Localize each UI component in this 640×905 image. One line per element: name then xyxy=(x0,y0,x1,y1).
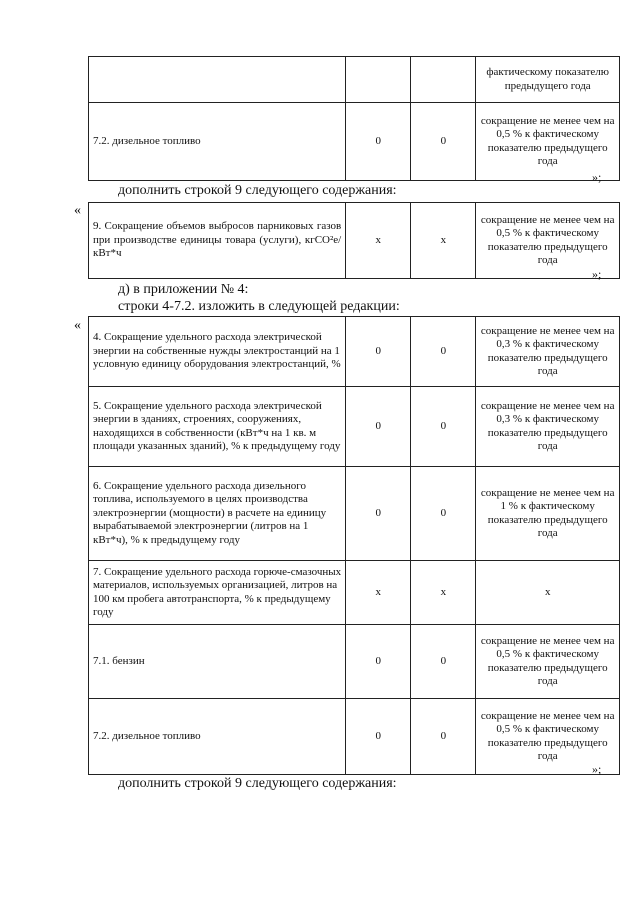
table-indicators-continued xyxy=(88,56,620,184)
value-cell xyxy=(346,57,411,103)
value-cell: 0 xyxy=(411,387,476,467)
target-cell: сокращение не менее чем на 0,5 % к фактическому показателю предыдущего года xyxy=(476,203,620,279)
target-cell: x xyxy=(476,561,620,625)
value-cell: 0 xyxy=(411,625,476,699)
value-cell: 0 xyxy=(346,317,411,387)
value-cell: 0 xyxy=(411,317,476,387)
value-cell: x xyxy=(346,203,411,279)
table-row xyxy=(89,317,620,387)
opening-quote: « xyxy=(74,318,81,333)
indicator-name-cell: 4. Сокращение удельного расхода электрической энергии на собственные нужды электростанций на 1 условную единицу оборудования электростанций, % xyxy=(89,317,346,387)
instruction-text: дополнить строкой 9 следующего содержания: xyxy=(118,776,397,791)
target-cell: сокращение не менее чем на 1 % к фактическому показателю предыдущего года xyxy=(476,467,620,561)
indicator-name-cell: 7. Сокращение удельного расхода горюче-смазочных материалов, используемых организацией, литров на 100 км пробега автотранспорта, % к предыдущему году xyxy=(89,561,346,625)
value-cell: 0 xyxy=(346,625,411,699)
table-row xyxy=(89,387,620,467)
table-row-9 xyxy=(88,202,620,279)
table-row xyxy=(89,467,620,561)
value-cell: 0 xyxy=(346,699,411,775)
value-cell: 0 xyxy=(411,103,476,181)
target-cell: сокращение не менее чем на 0,3 % к фактическому показателю предыдущего года xyxy=(476,387,620,467)
value-cell: x xyxy=(411,561,476,625)
instruction-text: строки 4-7.2. изложить в следующей редакции: xyxy=(118,299,400,314)
table-row xyxy=(89,103,620,181)
value-cell: 0 xyxy=(411,467,476,561)
target-cell: сокращение не менее чем на 0,3 % к фактическому показателю предыдущего года xyxy=(476,317,620,387)
value-cell: x xyxy=(411,203,476,279)
closing-quote: »; xyxy=(592,267,602,281)
indicator-name-cell: 7.1. бензин xyxy=(89,625,346,699)
closing-quote: »; xyxy=(592,170,602,184)
table-row xyxy=(89,699,620,775)
value-cell: 0 xyxy=(346,103,411,181)
target-cell: фактическому показателю предыдущего года xyxy=(476,57,620,103)
table-row xyxy=(89,625,620,699)
target-cell: сокращение не менее чем на 0,5 % к фактическому показателю предыдущего года xyxy=(476,103,620,181)
table-rows-4-7-2 xyxy=(88,316,620,775)
table-row xyxy=(89,57,620,103)
value-cell: x xyxy=(346,561,411,625)
indicator-name-cell xyxy=(89,57,346,103)
value-cell: 0 xyxy=(346,387,411,467)
indicator-name-cell: 9. Сокращение объемов выбросов парниковых газов при производстве единицы товара (услуги), кгСО²е/кВт*ч xyxy=(89,203,346,279)
indicator-name-cell: 7.2. дизельное топливо xyxy=(89,699,346,775)
indicator-name-cell: 6. Сокращение удельного расхода дизельного топлива, используемого в целях производства электроэнергии (мощности) в расчете на единицу вырабатываемой электроэнергии (литров на 1 кВт*ч), % к предыдущему году xyxy=(89,467,346,561)
value-cell xyxy=(411,57,476,103)
value-cell: 0 xyxy=(411,699,476,775)
target-cell: сокращение не менее чем на 0,5 % к фактическому показателю предыдущего года xyxy=(476,625,620,699)
opening-quote: « xyxy=(74,203,81,218)
instruction-text: дополнить строкой 9 следующего содержания: xyxy=(118,183,397,198)
table-row xyxy=(89,561,620,625)
target-cell: сокращение не менее чем на 0,5 % к фактическому показателю предыдущего года xyxy=(476,699,620,775)
value-cell: 0 xyxy=(346,467,411,561)
table-row xyxy=(89,203,620,279)
indicator-name-cell: 5. Сокращение удельного расхода электрической энергии в зданиях, строениях, сооружениях, находящихся в собственности (кВт*ч на 1 кв. м площади указанных зданий), % к предыдущему году xyxy=(89,387,346,467)
instruction-text: д) в приложении № 4: xyxy=(118,282,249,297)
indicator-name-cell: 7.2. дизельное топливо xyxy=(89,103,346,181)
closing-quote: »; xyxy=(592,762,602,776)
